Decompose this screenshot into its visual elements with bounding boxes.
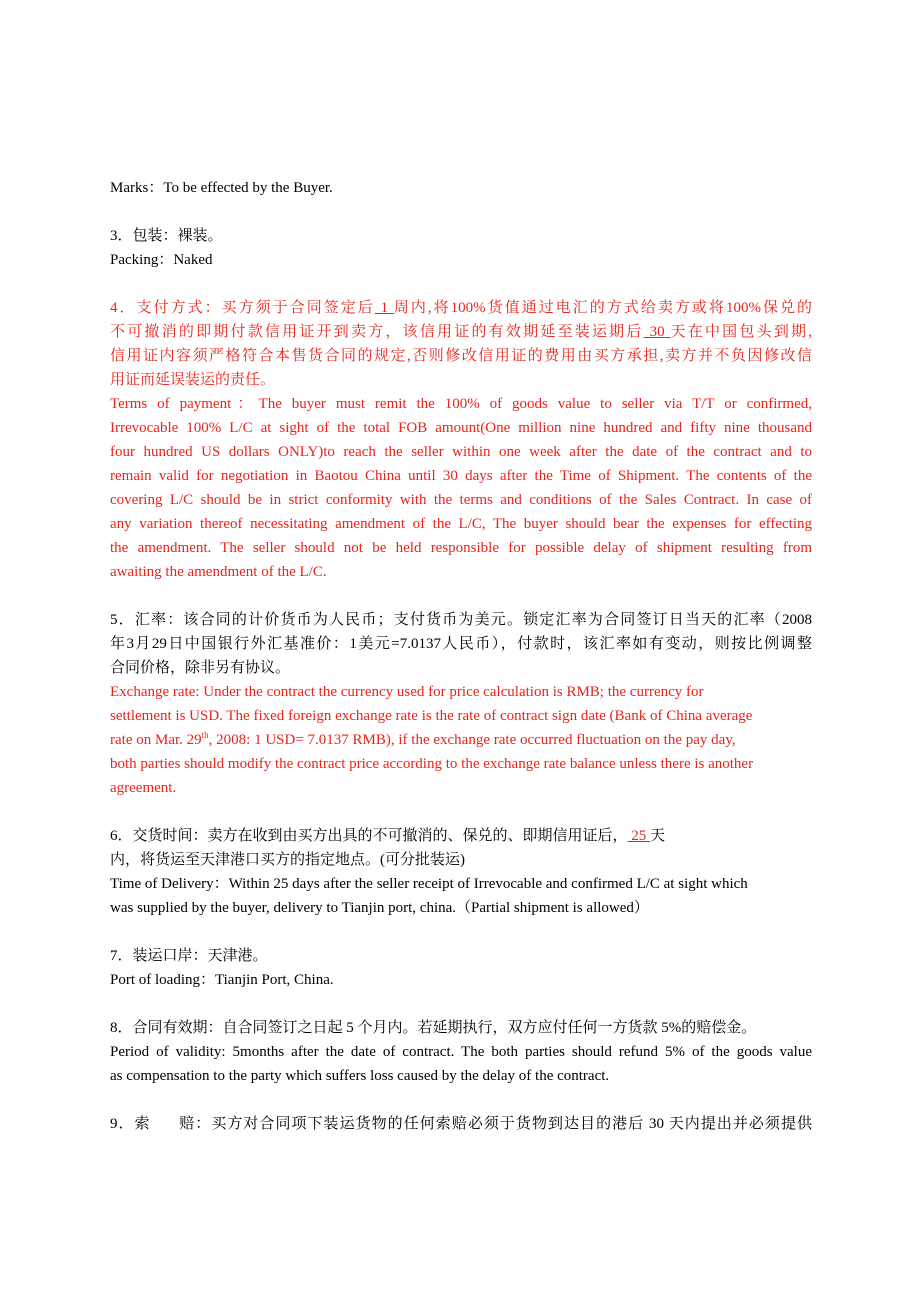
validity-en-line-1: Period of validity: 5months after the date of contract. The both parties should refund 5% of the goods value xyxy=(110,1044,812,1060)
delivery-cn-line-2: 内，将货运至天津港口买方的指定地点。(可分批装运) xyxy=(110,852,465,868)
payment-en-line-4: remain valid for negotiation in Baotou China until 30 days after the Time of Shipment. The contents of the xyxy=(110,468,812,484)
validity-en-line-2: as compensation to the party which suffers loss caused by the delay of the contract. xyxy=(110,1068,610,1084)
claims-text: 买方对合同项下装运货物的任何索赔必须于货物到达目的港后 30 天内提出并必须提供 xyxy=(211,1116,812,1132)
ordinal-suffix: th xyxy=(201,730,209,740)
payment-cn-text: 不可撤消的即期付款信用证开到卖方，该信用证的有效期延至装运期后 xyxy=(110,324,644,340)
payment-cn-line-3: 信用证内容须严格符合本售货合同的规定,否则修改信用证的费用由买方承担,卖方并不负因修改信 xyxy=(110,348,812,364)
contract-page xyxy=(110,176,812,1136)
payment-cn-line-1 xyxy=(110,296,812,320)
section-delivery xyxy=(110,824,812,920)
payment-en-line-2: Irrevocable 100% L/C at sight of the total FOB amount(One million nine hundred and fifty nine thousand xyxy=(110,420,812,436)
payment-cn-text: 4．支付方式：买方须于合同签定后 xyxy=(110,300,375,316)
claims-cn-line-1 xyxy=(110,1112,812,1136)
payment-en-line-7: the amendment. The seller should not be held responsible for possible delay of shipment resulting from xyxy=(110,540,812,556)
payment-en-line-3: four hundred US dollars ONLY)to reach the seller within one week after the date of the contract and to xyxy=(110,444,812,460)
packing-en: Packing：Naked xyxy=(110,252,213,268)
delivery-en-line-1: Time of Delivery：Within 25 days after the seller receipt of Irrevocable and confirmed L/C at sight which xyxy=(110,876,748,892)
exchange-en-line-4: both parties should modify the contract price according to the exchange rate balance unless there is another xyxy=(110,756,754,772)
payment-en-line-1: Terms of payment：The buyer must remit the 100% of goods value to seller via T/T or confirmed, xyxy=(110,396,812,412)
payment-cn-text: 天在中国包头到期, xyxy=(670,324,812,340)
delivery-cn-line-1 xyxy=(110,824,812,848)
section-validity xyxy=(110,1016,812,1088)
packing-cn: 3．包装：裸装。 xyxy=(110,228,223,244)
exchange-en-line-2: settlement is USD. The fixed foreign exchange rate is the rate of contract sign date (Bank of China average xyxy=(110,708,753,724)
section-port xyxy=(110,944,812,992)
delivery-cn-text: 天 xyxy=(650,828,666,844)
payment-cn-line-2 xyxy=(110,320,812,344)
validity-cn: 8．合同有效期：自合同签订之日起 5 个月内。若延期执行，双方应付任何一方货款 5%的赔偿金。 xyxy=(110,1020,757,1036)
exchange-cn-line-2: 年3月29日中国银行外汇基准价：1美元=7.0137人民币），付款时，该汇率如有变动，则按比例调整 xyxy=(110,636,812,652)
payment-cn-text: 周内,将100%货值通过电汇的方式给卖方或将100%保兑的 xyxy=(393,300,812,316)
payment-en-line-5: covering L/C should be in strict conformity with the terms and conditions of the Sales Contract. In case of xyxy=(110,492,812,508)
exchange-en-line-1: Exchange rate: Under the contract the currency used for price calculation is RMB; the currency for xyxy=(110,684,704,700)
exchange-cn-line-3: 合同价格，除非另有协议。 xyxy=(110,660,291,676)
delivery-cn-text: 6．交货时间：卖方在收到由买方出具的不可撤消的、保兑的、即期信用证后， xyxy=(110,828,628,844)
exchange-en-text: rate on Mar. 29 xyxy=(110,732,202,748)
marks-line: Marks：To be effected by the Buyer. xyxy=(110,180,333,196)
payment-en-line-6: any variation thereof necessitating amendment of the L/C, The buyer should bear the expenses for effecting xyxy=(110,516,812,532)
delivery-en-line-2: was supplied by the buyer, delivery to Tianjin port, china.（Partial shipment is allowed） xyxy=(110,900,649,916)
section-payment xyxy=(110,296,812,584)
exchange-cn-line-1: 5．汇率：该合同的计价货币为人民币；支付货币为美元。锁定汇率为合同签订日当天的汇率（2008 xyxy=(110,612,812,628)
payment-en-line-8: awaiting the amendment of the L/C. xyxy=(110,564,327,580)
payment-weeks-blank: 1 xyxy=(374,300,394,316)
section-claims xyxy=(110,1112,812,1136)
claims-label: 9．索 赔： xyxy=(110,1116,212,1132)
port-en: Port of loading：Tianjin Port, China. xyxy=(110,972,334,988)
exchange-en-line-3 xyxy=(110,728,812,752)
delivery-days-blank: 25 xyxy=(627,828,651,844)
exchange-en-line-5: agreement. xyxy=(110,780,177,796)
exchange-en-text: , 2008: 1 USD= 7.0137 RMB), if the exchange rate occurred fluctuation on the pay day, xyxy=(208,732,736,748)
payment-days-blank: 30 xyxy=(643,324,671,340)
section-exchange-rate xyxy=(110,608,812,800)
port-cn: 7．装运口岸：天津港。 xyxy=(110,948,268,964)
section-packing xyxy=(110,224,812,272)
payment-cn-line-4: 用证而延误装运的责任。 xyxy=(110,372,276,388)
